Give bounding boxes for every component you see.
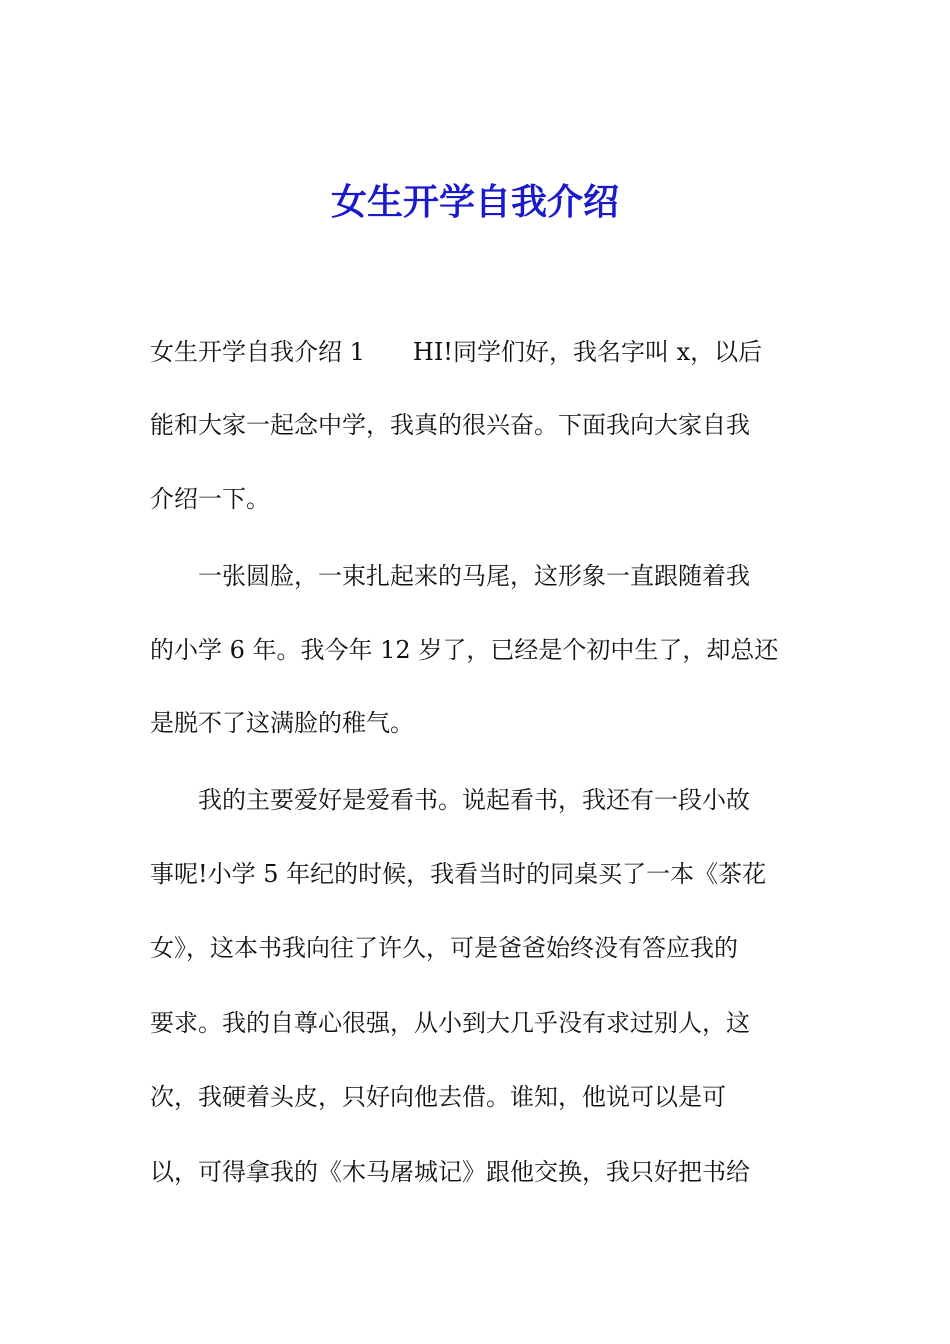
paragraph-line: 女生开学自我介绍 1 HI!同学们好，我名字叫 x，以后 <box>150 338 763 366</box>
paragraph-line: 次，我硬着头皮，只好向他去借。谁知，他说可以是可 <box>150 1083 726 1111</box>
paragraph-line: 女》，这本书我向往了许久，可是爸爸始终没有答应我的 <box>150 934 738 962</box>
paragraph-line: 的小学 6 年。我今年 12 岁了，已经是个初中生了，却总还 <box>150 636 779 664</box>
paragraph-line: 一张圆脸，一束扎起来的马尾，这形象一直跟随着我 <box>150 562 750 590</box>
document-title: 女生开学自我介绍 <box>330 181 619 223</box>
paragraph-line: 要求。我的自尊心很强，从小到大几乎没有求过别人，这 <box>150 1009 750 1037</box>
paragraph-line: 能和大家一起念中学，我真的很兴奋。下面我向大家自我 <box>150 411 750 439</box>
paragraph-line: 我的主要爱好是爱看书。说起看书，我还有一段小故 <box>150 786 750 814</box>
paragraph-line: 是脱不了这满脸的稚气。 <box>150 709 414 737</box>
paragraph-line: 以，可得拿我的《木马屠城记》跟他交换，我只好把书给 <box>150 1158 750 1186</box>
paragraph-line: 事呢!小学 5 年纪的时候，我看当时的同桌买了一本《茶花 <box>150 860 767 888</box>
paragraph-line: 介绍一下。 <box>150 485 270 513</box>
